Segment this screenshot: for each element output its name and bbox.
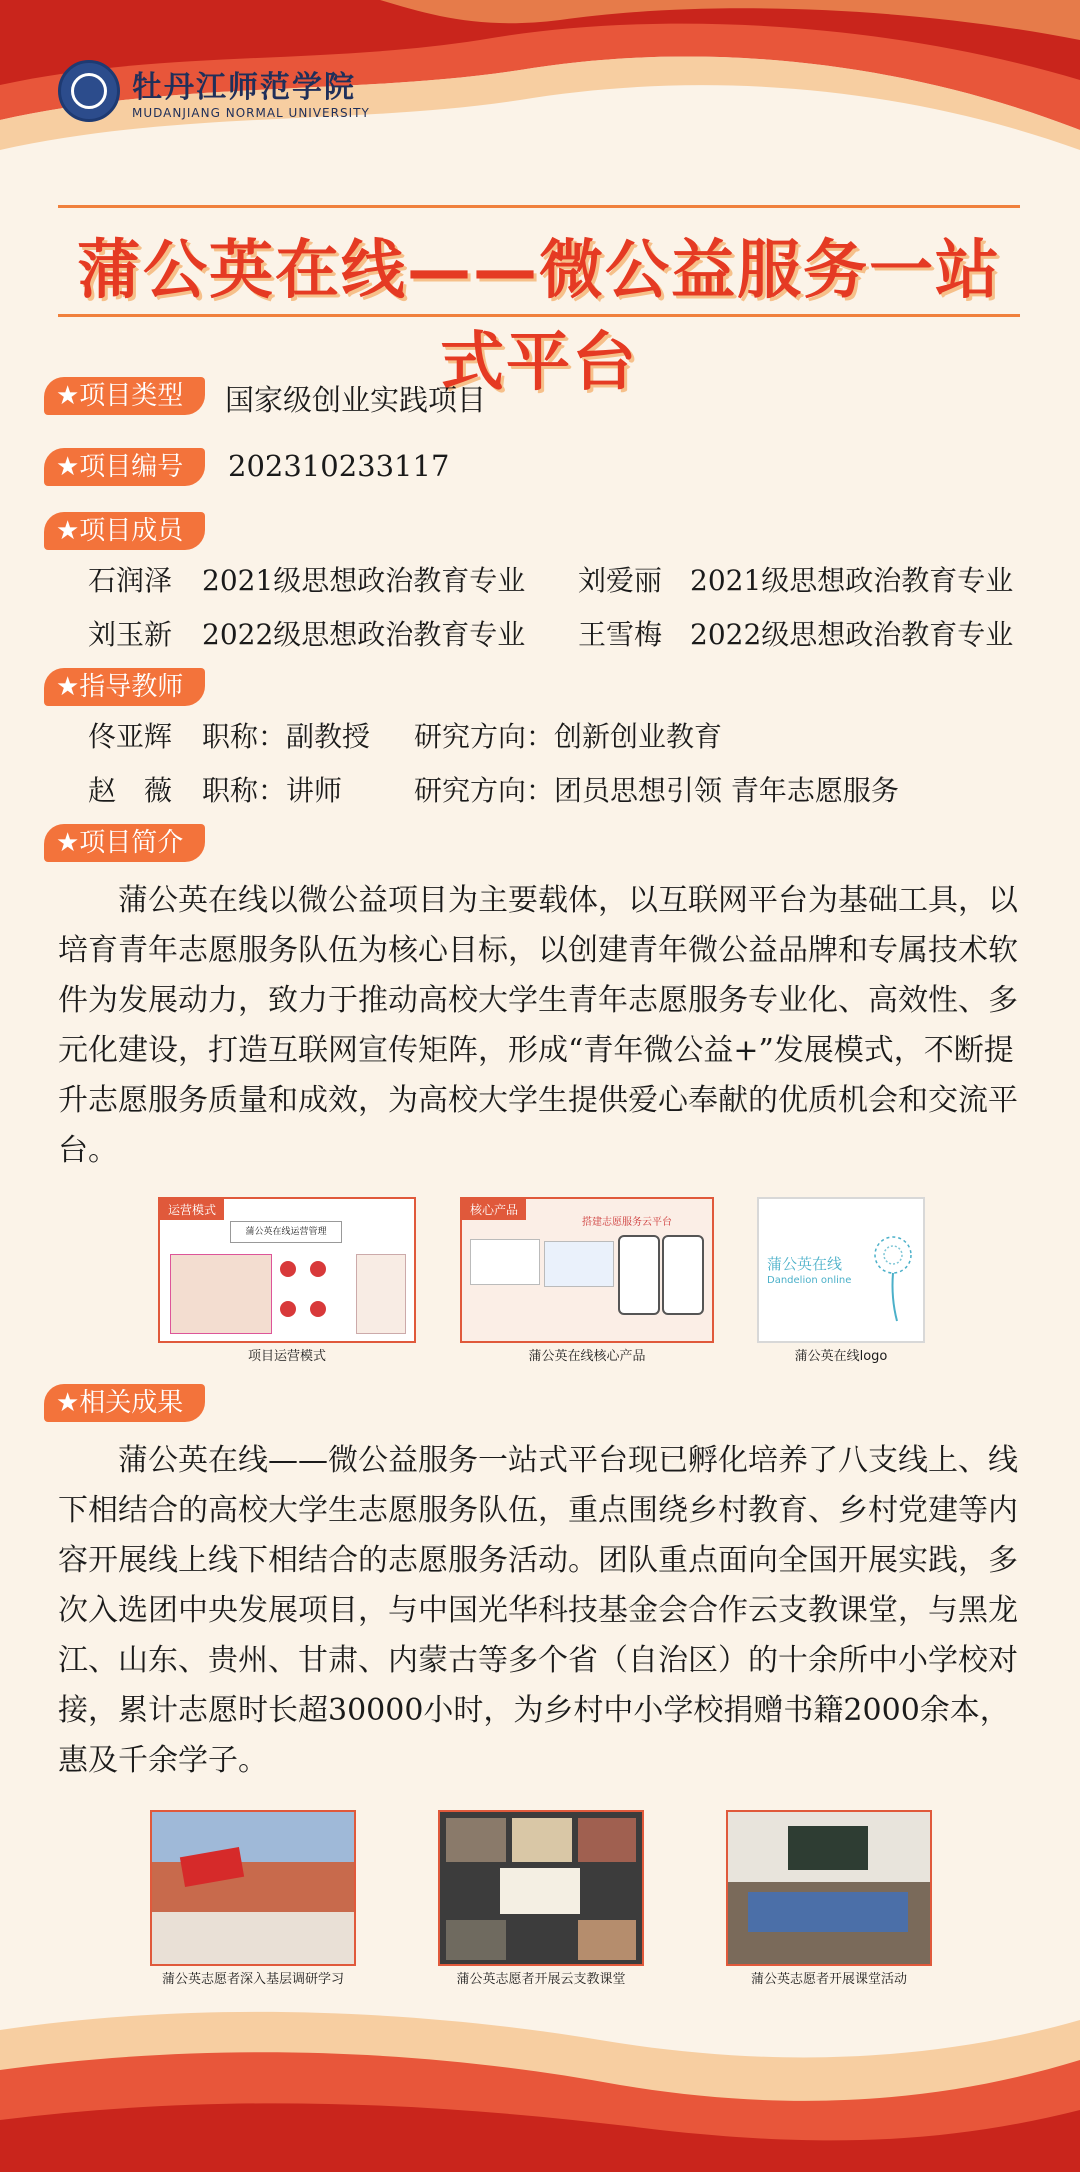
project-number-value: 202310233117 bbox=[228, 449, 450, 483]
project-members-tag: ★项目成员 bbox=[44, 512, 205, 550]
member-major: 2021级思想政治教育专业 bbox=[202, 564, 526, 597]
advisor-research: 研究方向：团员思想引领 青年志愿服务 bbox=[414, 774, 899, 807]
page-title: 蒲公英在线——微公益服务一站式平台 bbox=[77, 234, 1001, 400]
cloud-teaching-photo bbox=[438, 1810, 644, 1966]
field-research-caption: 蒲公英志愿者深入基层调研学习 bbox=[161, 1972, 344, 1987]
member-name: 王雪梅 bbox=[578, 618, 663, 651]
classroom-activity-photo bbox=[726, 1810, 932, 1966]
field-research-photo bbox=[150, 1810, 356, 1966]
operation-model-caption: 项目运营模式 bbox=[247, 1349, 326, 1364]
project-number-tag: ★项目编号 bbox=[44, 448, 205, 486]
project-type-value: 国家级创业实践项目 bbox=[225, 383, 487, 417]
advisor-name: 赵 薇 bbox=[88, 774, 173, 807]
core-product-image bbox=[460, 1197, 714, 1343]
logo-caption: 蒲公英在线logo bbox=[794, 1349, 888, 1364]
advisor-row bbox=[88, 710, 899, 764]
intro-paragraph: 蒲公英在线以微公益项目为主要载体，以互联网平台为基础工具，以培育青年志愿服务队伍为核心目标，以创建青年微公益品牌和专属技术软件为发展动力，致力于推动高校大学生青年志愿服务专业化、高效性、多元化建设，打造互联网宣传矩阵，形成“青年微公益+”发展模式，不断提升志愿服务质量和成效，为高校大学生提供爱心奉献的优质机会和交流平台。 bbox=[58, 883, 1018, 1168]
image-inner-text: 蒲公英在线运营管理 bbox=[230, 1221, 342, 1243]
member-name: 石润泽 bbox=[88, 564, 173, 597]
member-row bbox=[88, 608, 1013, 662]
advisor-research: 研究方向：创新创业教育 bbox=[414, 720, 723, 753]
school-name-cn: 牡丹江师范学院 bbox=[132, 70, 356, 105]
logo-image bbox=[757, 1197, 925, 1343]
advisor-row bbox=[88, 764, 899, 818]
member-name: 刘玉新 bbox=[88, 618, 173, 651]
member-major: 2022级思想政治教育专业 bbox=[202, 618, 526, 651]
advisor-title: 职称：讲师 bbox=[202, 774, 343, 807]
classroom-activity-caption: 蒲公英志愿者开展课堂活动 bbox=[750, 1972, 907, 1987]
advisors-tag: ★指导教师 bbox=[44, 668, 205, 706]
dandelion-icon bbox=[869, 1233, 917, 1323]
member-name: 刘爱丽 bbox=[578, 564, 663, 597]
image-inner-text: 蒲公英在线 bbox=[767, 1255, 843, 1273]
project-type-tag: ★项目类型 bbox=[44, 377, 205, 415]
member-row bbox=[88, 554, 1013, 608]
image-tag: 核心产品 bbox=[462, 1199, 526, 1220]
results-tag: ★相关成果 bbox=[44, 1384, 205, 1422]
advisor-name: 佟亚辉 bbox=[88, 720, 173, 753]
member-major: 2021级思想政治教育专业 bbox=[690, 564, 1014, 597]
cloud-teaching-caption: 蒲公英志愿者开展云支教课堂 bbox=[456, 1972, 626, 1987]
advisors-list bbox=[88, 710, 899, 818]
bottom-wave-decoration bbox=[0, 1990, 1080, 2172]
image-inner-subtext: Dandelion online bbox=[767, 1275, 852, 1286]
university-logo bbox=[58, 60, 370, 122]
operation-model-image bbox=[158, 1197, 416, 1343]
intro-tag: ★项目简介 bbox=[44, 824, 205, 862]
results-paragraph: 蒲公英在线——微公益服务一站式平台现已孵化培养了八支线上、线下相结合的高校大学生志愿服务队伍，重点围绕乡村教育、乡村党建等内容开展线上线下相结合的志愿服务活动。团队重点面向全国开展实践，多次入选团中央发展项目，与中国光华科技基金会合作云支教课堂，与黑龙江、山东、贵州、甘肃、内蒙古等多个省（自治区）的十余所中小学校对接，累计志愿时长超30000小时，为乡村中小学校捐赠书籍2000余本，惠及千余学子。 bbox=[58, 1443, 1018, 1778]
school-name-en: MUDANJIANG NORMAL UNIVERSITY bbox=[132, 106, 370, 120]
image-inner-text: 搭建志愿服务云平台 bbox=[582, 1217, 672, 1228]
advisor-title: 职称：副教授 bbox=[202, 720, 371, 753]
members-list bbox=[88, 554, 1013, 662]
image-tag: 运营模式 bbox=[160, 1199, 224, 1220]
university-seal-icon bbox=[58, 60, 120, 122]
core-product-caption: 蒲公英在线核心产品 bbox=[528, 1349, 646, 1364]
member-major: 2022级思想政治教育专业 bbox=[690, 618, 1014, 651]
